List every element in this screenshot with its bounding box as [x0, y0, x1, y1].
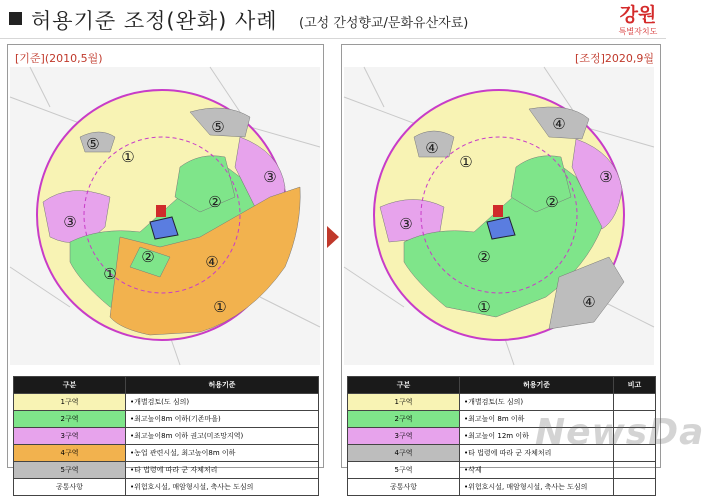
col-header-rule: 허용기준: [460, 377, 614, 394]
panel-after: [341, 44, 661, 491]
table-row: [14, 479, 319, 496]
panel-after-label: [조정]2020,9월: [575, 52, 654, 65]
arrow-right-icon: [327, 226, 339, 248]
slide-subtitle: (고성 간성향교/문화유산자료): [299, 16, 469, 31]
table-row: [348, 394, 656, 411]
zone-cell: 공통사항: [348, 479, 460, 496]
slide-header: [0, 0, 666, 40]
map-label-4: ④: [205, 253, 219, 271]
zone-cell: 5구역: [14, 462, 126, 479]
map-label-1c: ①: [213, 298, 227, 316]
panel-before-label: [기준](2010,5월): [15, 52, 103, 65]
map-label-3b: ③: [63, 213, 77, 231]
rule-cell: •농업 관련시설, 최고높이8m 이하: [126, 445, 319, 462]
map-label-5b: ⑤: [86, 135, 100, 153]
header-divider: [0, 38, 666, 39]
table-header-row: [348, 377, 656, 394]
logo-sub-text: 특별자치도: [618, 27, 658, 36]
map-label-1: ①: [121, 148, 135, 166]
note-cell: [614, 394, 656, 411]
rule-cell: •개별검토(도 심의): [460, 394, 614, 411]
map-label-4b: ④: [552, 115, 566, 133]
map-label-2b: ②: [477, 248, 491, 266]
zone-cell: 1구역: [14, 394, 126, 411]
col-header-rule: 허용기준: [126, 377, 319, 394]
table-row: [14, 394, 319, 411]
map-label-1: ①: [459, 153, 473, 171]
gangwon-logo: [616, 3, 660, 43]
rule-cell: •개별검토(도 심의): [126, 394, 319, 411]
zone-cell: 3구역: [348, 428, 460, 445]
rule-cell: •타 법령에 따라 군 자체처리: [460, 445, 614, 462]
zoning-map-before: [10, 67, 320, 365]
map-label-1b: ①: [103, 265, 117, 283]
rule-cell: •타 법령에 따라 군 자체처리: [126, 462, 319, 479]
zone-cell: 4구역: [14, 445, 126, 462]
rule-cell: •위험호시설, 매암형시설, 축사는 도심의: [460, 479, 614, 496]
map-label-3: ③: [599, 168, 613, 186]
newsda-watermark: NewsDa: [535, 412, 704, 453]
allowance-table-before: [13, 376, 319, 496]
map-label-1b: ①: [477, 298, 491, 316]
table-row: [14, 462, 319, 479]
note-cell: [614, 462, 656, 479]
table-row: [14, 411, 319, 428]
zone-cell: 1구역: [348, 394, 460, 411]
col-header-zone: 구분: [14, 377, 126, 394]
note-cell: [614, 479, 656, 496]
zone-cell: 3구역: [14, 428, 126, 445]
zoning-map-after: [344, 67, 654, 365]
slide-title: 허용기준 조정(완화) 사례: [31, 9, 278, 33]
zone-cell: 4구역: [348, 445, 460, 462]
zone-cell: 2구역: [348, 411, 460, 428]
table-row: [348, 479, 656, 496]
rule-cell: •최고높이8m 이하 권고(미조망지역): [126, 428, 319, 445]
zone-cell: 2구역: [14, 411, 126, 428]
table-header-row: [14, 377, 319, 394]
logo-main-text: 강원: [619, 4, 657, 26]
panel-before: [7, 44, 324, 491]
map-label-3b: ③: [399, 215, 413, 233]
map-label-2b: ②: [141, 248, 155, 266]
zone-cell: 공통사항: [14, 479, 126, 496]
rule-cell: •삭제: [460, 462, 614, 479]
table-row: [348, 462, 656, 479]
map-label-4c: ④: [582, 293, 596, 311]
map-label-2: ②: [208, 193, 222, 211]
map-label-2: ②: [545, 193, 559, 211]
rule-cell: •최고높이 8m 이하: [460, 411, 614, 428]
rule-cell: •위험호시설, 매암형시설, 축사는 도심의: [126, 479, 319, 496]
col-header-zone: 구분: [348, 377, 460, 394]
zone-cell: 5구역: [348, 462, 460, 479]
map-label-3: ③: [263, 168, 277, 186]
map-label-4: ④: [425, 139, 439, 157]
title-bullet-icon: [9, 12, 22, 25]
map-label-5: ⑤: [211, 118, 225, 136]
col-header-note: 비고: [614, 377, 656, 394]
table-row: [14, 445, 319, 462]
rule-cell: •최고높이8m 이하(기존마을): [126, 411, 319, 428]
table-row: [14, 428, 319, 445]
rule-cell: •최고높이 12m 이하: [460, 428, 614, 445]
